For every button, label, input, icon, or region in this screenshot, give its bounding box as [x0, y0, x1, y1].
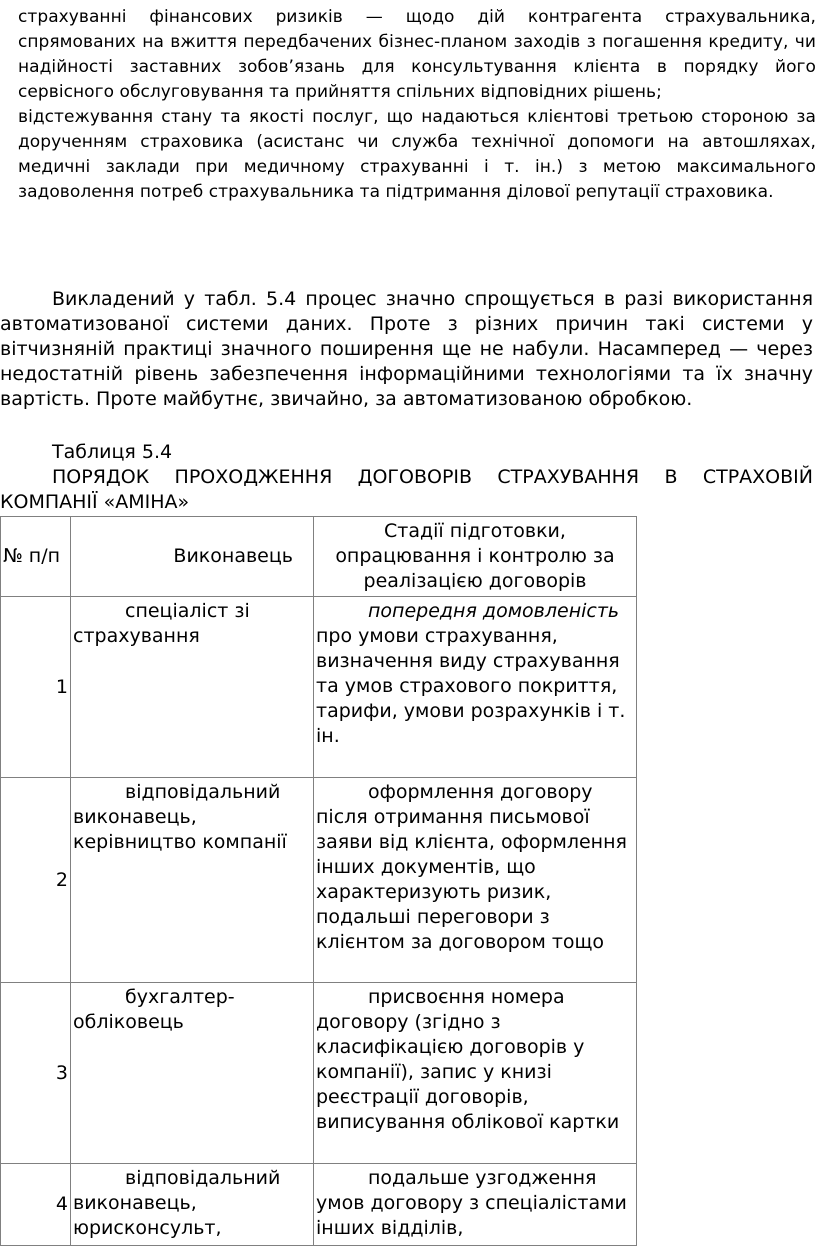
row-executor — [71, 983, 314, 1164]
stage-text: присвоєння номера договору (згідно з класифікацією договорів у компанії), запис у книзі реєстрації договорів, виписування облікової картки — [316, 986, 620, 1133]
executor-text: спеціаліст зі страхування — [73, 600, 250, 647]
row-stage — [314, 778, 637, 983]
row-executor — [71, 778, 314, 983]
row-number: 2 — [1, 778, 71, 983]
stage-text: про умови страхування, визначення виду страхування та умов страхового покриття, тарифи, умови розрахунків і т. ін. — [316, 625, 626, 747]
row-stage — [314, 597, 637, 778]
row-stage — [314, 983, 637, 1164]
paragraph-text: Викладений у табл. 5.4 процес значно спрощується в разі використання автоматизованої системи даних. Проте з різних причин такі системи у вітчизняній практиці значного поширення ще не набули. Насамперед — через недостатній рівень забезпечення інформаційними технологіями та їх значну вартість. Проте майбутнє, звичайно, за автоматизованою обробкою. — [0, 288, 813, 410]
contracts-table — [0, 516, 637, 1246]
table-caption: Таблиця 5.4 — [52, 441, 173, 463]
table-row — [1, 778, 637, 983]
bullet-item: відстежування стану та якості послуг, що надаються клієнтові третьою стороною за дорученням страховика (асистанс чи служба технічної допомоги на автошляхах, медичні заклади при медичному страхуванні і т. ін.) з метою максимального задоволення потреб страхувальника та підтримання ділової репутації страховика. — [18, 107, 816, 202]
header-executor: Виконавець — [71, 517, 314, 597]
executor-text: бухгалтер-обліковець — [73, 986, 235, 1033]
table-header-row — [1, 517, 637, 597]
stage-emphasis: попередня домовленість — [368, 600, 620, 622]
intro-bullet-list — [18, 5, 816, 205]
executor-text: відповідальний виконавець, юрисконсульт, — [73, 1167, 281, 1239]
row-executor — [71, 597, 314, 778]
row-executor — [71, 1164, 314, 1246]
body-paragraph — [0, 287, 813, 412]
row-number: 1 — [1, 597, 71, 778]
table-title: ПОРЯДОК ПРОХОДЖЕННЯ ДОГОВОРІВ СТРАХУВАННЯ В СТРАХОВІЙ КОМПАНІЇ «АМІНА» — [0, 466, 813, 513]
executor-text: відповідальний виконавець, керівництво компанії — [73, 781, 287, 853]
table-row — [1, 1164, 637, 1246]
header-number: № п/п — [1, 517, 71, 597]
table-row — [1, 983, 637, 1164]
header-stages: Стадії підготовки, опрацювання і контролю за реалізацією договорів — [314, 517, 637, 597]
row-stage — [314, 1164, 637, 1246]
stage-text: подальше узгодження умов договору з спеціалістами інших відділів, — [316, 1167, 627, 1239]
row-number: 4 — [1, 1164, 71, 1246]
stage-text: оформлення договору після отримання письмової заяви від клієнта, оформлення інших документів, що характеризують ризик, подальші переговори з клієнтом за договором тощо — [316, 781, 627, 953]
table-row — [1, 597, 637, 778]
bullet-item: страхуванні фінансових ризиків — щодо дій контрагента страхувальника, спрямованих на вжиття передбачених бізнес-планом заходів з погашення кредиту, чи надійності заставних зобов’язань для консультування клієнта в порядку його сервісного обслуговування та прийняття спільних відповідних рішень; — [18, 7, 816, 102]
row-number: 3 — [1, 983, 71, 1164]
